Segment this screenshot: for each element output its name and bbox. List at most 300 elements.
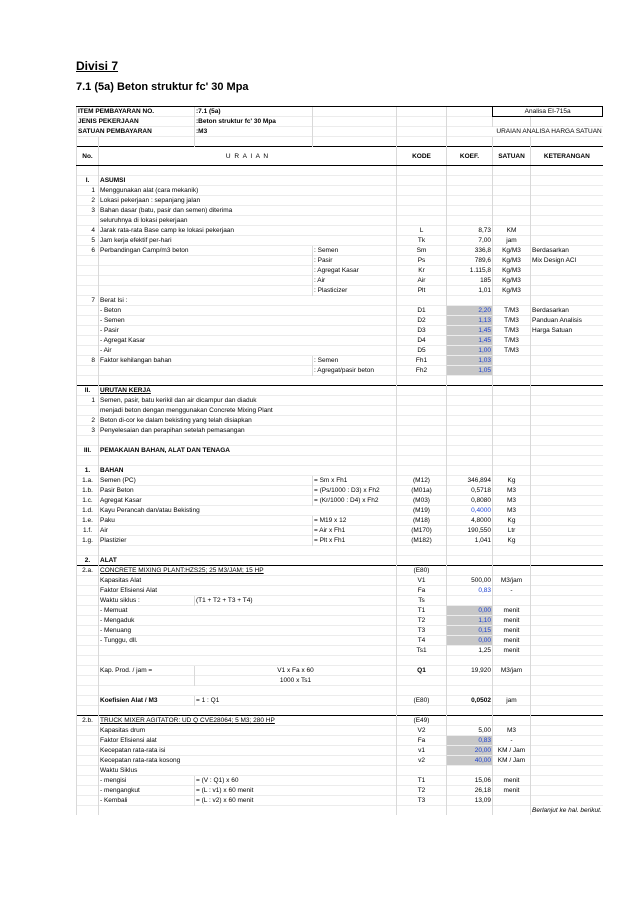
row-kode: (M170) (397, 526, 447, 536)
row-no (77, 786, 99, 796)
row-no (77, 306, 99, 316)
item-label: ITEM PEMBAYARAN NO. (77, 107, 195, 117)
row-koef (447, 406, 493, 416)
row-satuan: Kg/M3 (493, 256, 531, 266)
row-no (77, 216, 99, 226)
table-row (77, 706, 603, 716)
row-kode (397, 686, 447, 696)
table-row (77, 266, 603, 276)
row-keterangan (531, 576, 603, 586)
row-keterangan (531, 406, 603, 416)
row-kode (397, 456, 447, 466)
row-kode (397, 396, 447, 406)
row-satuan (493, 766, 531, 776)
row-no: 2 (77, 416, 99, 426)
row-keterangan (531, 446, 603, 456)
table-row (77, 436, 603, 446)
row-no (77, 616, 99, 626)
row-koef: 0,8080 (447, 496, 493, 506)
row-keterangan (531, 186, 603, 196)
row-satuan: T/M3 (493, 346, 531, 356)
row-satuan: Kg/M3 (493, 286, 531, 296)
table-row (77, 286, 603, 296)
table-row (77, 596, 603, 606)
row-koef: 1,05 (447, 366, 493, 376)
row-no (77, 456, 99, 466)
row-no: 5 (77, 236, 99, 246)
row-uraian: Kapasitas drum (99, 726, 397, 736)
row-keterangan (531, 746, 603, 756)
row-kode (397, 296, 447, 306)
row-kode: Kr (397, 266, 447, 276)
row-keterangan (531, 736, 603, 746)
row-uraian (99, 676, 195, 686)
row-satuan: M3/jam (493, 666, 531, 676)
row-keterangan (531, 466, 603, 476)
row-satuan: KM (493, 226, 531, 236)
row-koef: 0,5718 (447, 486, 493, 496)
table-row (77, 766, 603, 776)
row-kode: Tk (397, 236, 447, 246)
row-keterangan (531, 436, 603, 446)
table-row (77, 186, 603, 196)
row-no: 1.f. (77, 526, 99, 536)
row-keterangan (531, 796, 603, 806)
row-koef: 1,13 (447, 316, 493, 326)
row-koef (447, 766, 493, 776)
table-row (77, 486, 603, 496)
row-uraian: URUTAN KERJA (99, 386, 397, 396)
row-uraian: Kecepatan rata-rata kosong (99, 756, 397, 766)
row-uraian (99, 456, 397, 466)
row-uraian: Koefisien Alat / M3 (99, 696, 195, 706)
row-no (77, 646, 99, 656)
row-uraian: Semen (PC) (99, 476, 313, 486)
row-kode (397, 546, 447, 556)
row-no: 1.d. (77, 506, 99, 516)
row-no: 2. (77, 556, 99, 566)
row-no (77, 316, 99, 326)
row-no (77, 546, 99, 556)
row-uraian: Faktor Efisiensi alat (99, 736, 397, 746)
row-no: 2.a. (77, 566, 99, 576)
row-no: 1 (77, 396, 99, 406)
row-satuan: M3 (493, 496, 531, 506)
row-uraian: Bahan dasar (batu, pasir dan semen) diterima (99, 206, 397, 216)
row-keterangan: Berdasarkan (531, 246, 603, 256)
col-no: No. (77, 147, 99, 166)
row-satuan (493, 196, 531, 206)
row-kode: (M01a) (397, 486, 447, 496)
uraian-analisa-label: URAIAN ANALISA HARGA SATUAN (447, 127, 603, 137)
row-no: III. (77, 446, 99, 456)
row-kode (397, 436, 447, 446)
row-keterangan (531, 226, 603, 236)
row-kode: v2 (397, 756, 447, 766)
row-koef (447, 186, 493, 196)
row-keterangan (531, 726, 603, 736)
row-keterangan (531, 426, 603, 436)
row-kode: V2 (397, 726, 447, 736)
row-uraian: Waktu siklus : (99, 596, 195, 606)
table-row (77, 536, 603, 546)
row-no (77, 676, 99, 686)
row-koef: 20,00 (447, 746, 493, 756)
row-uraian (99, 546, 397, 556)
row-koef: 0,00 (447, 606, 493, 616)
row-uraian: - Memuat (99, 606, 397, 616)
row-uraian (99, 376, 397, 386)
row-no: 1.b. (77, 486, 99, 496)
row-keterangan (531, 776, 603, 786)
row-keterangan (531, 566, 603, 576)
row-satuan: KM / Jam (493, 746, 531, 756)
row-no: 1.a. (77, 476, 99, 486)
row-uraian (99, 276, 313, 286)
row-koef (447, 686, 493, 696)
row-kode: Ts (397, 596, 447, 606)
row-formula: = (Kr/1000 : D4) x Fh2 (313, 496, 397, 506)
row-keterangan: Berdasarkan (531, 306, 603, 316)
row-no (77, 796, 99, 806)
table-row (77, 626, 603, 636)
division-title: Divisi 7 (76, 59, 119, 73)
row-formula: = (L : v1) x 60 menit (195, 786, 397, 796)
row-formula: = (L : v2) x 60 menit (195, 796, 397, 806)
row-koef: 346,894 (447, 476, 493, 486)
row-satuan: M3/jam (493, 576, 531, 586)
row-uraian (99, 706, 397, 716)
table-row (77, 466, 603, 476)
satuan-value: :M3 (195, 127, 313, 137)
row-keterangan (531, 666, 603, 676)
row-no (77, 436, 99, 446)
row-keterangan (531, 506, 603, 516)
row-koef: 1,01 (447, 286, 493, 296)
row-kode: Ps (397, 256, 447, 266)
row-kode: T3 (397, 626, 447, 636)
row-uraian: TRUCK MIXER AGITATOR: UD Q CVE28064; 5 M3; 280 HP (99, 716, 397, 726)
row-uraian: Kayu Perancah dan/atau Bekisting (99, 506, 397, 516)
table-row (77, 746, 603, 756)
row-keterangan (531, 586, 603, 596)
row-koef: 1,25 (447, 646, 493, 656)
table-row (77, 226, 603, 236)
row-keterangan (531, 176, 603, 186)
table-row (77, 676, 603, 686)
row-kode: T1 (397, 606, 447, 616)
row-satuan: Kg (493, 516, 531, 526)
row-uraian: Waktu Siklus (99, 766, 397, 776)
table-row (77, 616, 603, 626)
row-uraian (99, 166, 397, 176)
row-formula: V1 x Fa x 60 (195, 666, 397, 676)
row-koef (447, 806, 493, 816)
row-keterangan: Panduan Analisis (531, 316, 603, 326)
row-satuan: Kg/M3 (493, 276, 531, 286)
row-no (77, 346, 99, 356)
row-keterangan (531, 366, 603, 376)
row-koef (447, 296, 493, 306)
analysis-table (76, 106, 603, 815)
row-no (77, 276, 99, 286)
row-uraian: - Air (99, 346, 397, 356)
row-uraian: Berat Isi : (99, 296, 397, 306)
row-koef (447, 706, 493, 716)
row-uraian: ASUMSI (99, 176, 397, 186)
row-no: 6 (77, 246, 99, 256)
row-keterangan (531, 206, 603, 216)
row-keterangan (531, 626, 603, 636)
row-no (77, 326, 99, 336)
row-koef: 1,03 (447, 356, 493, 366)
table-row (77, 206, 603, 216)
table-row (77, 256, 603, 266)
table-row (77, 806, 603, 816)
row-kode (397, 166, 447, 176)
row-uraian: Perbandingan Camp/m3 beton (99, 246, 313, 256)
row-koef: 190,550 (447, 526, 493, 536)
table-row (77, 406, 603, 416)
row-keterangan (531, 696, 603, 706)
row-kode: (E80) (397, 696, 447, 706)
row-no (77, 606, 99, 616)
row-koef: 1,45 (447, 336, 493, 346)
row-no: 1. (77, 466, 99, 476)
row-koef: 2,20 (447, 306, 493, 316)
row-satuan (493, 366, 531, 376)
row-formula: = M19 x 12 (313, 516, 397, 526)
row-no: 2 (77, 196, 99, 206)
row-kode: (M18) (397, 516, 447, 526)
row-koef: 336,8 (447, 246, 493, 256)
row-kode: Ts1 (397, 646, 447, 656)
row-satuan (493, 376, 531, 386)
row-keterangan (531, 686, 603, 696)
row-uraian: Plastizier (99, 536, 313, 546)
row-kode: (M19) (397, 506, 447, 516)
row-no (77, 726, 99, 736)
row-satuan: T/M3 (493, 306, 531, 316)
row-no (77, 746, 99, 756)
table-row (77, 656, 603, 666)
row-no (77, 406, 99, 416)
row-satuan (493, 706, 531, 716)
row-keterangan (531, 756, 603, 766)
row-koef: 8,73 (447, 226, 493, 236)
row-koef: 0,00 (447, 636, 493, 646)
row-keterangan (531, 496, 603, 506)
row-satuan: - (493, 736, 531, 746)
row-formula: : Semen (313, 356, 397, 366)
row-satuan: Ltr (493, 526, 531, 536)
row-keterangan (531, 456, 603, 466)
row-kode (397, 216, 447, 226)
row-uraian: BAHAN (99, 466, 397, 476)
row-koef (447, 596, 493, 606)
row-formula: = (Ps/1000 : D3) x Fh2 (313, 486, 397, 496)
row-kode (397, 556, 447, 566)
row-keterangan (531, 676, 603, 686)
row-no (77, 636, 99, 646)
col-uraian: U R A I A N (99, 147, 397, 166)
table-row (77, 316, 603, 326)
row-formula: 1000 x Ts1 (195, 676, 397, 686)
row-uraian: - Semen (99, 316, 397, 326)
row-keterangan (531, 196, 603, 206)
row-no (77, 756, 99, 766)
row-satuan (493, 546, 531, 556)
row-keterangan (531, 646, 603, 656)
row-satuan: T/M3 (493, 326, 531, 336)
row-satuan (493, 716, 531, 726)
row-keterangan: Harga Satuan (531, 326, 603, 336)
row-satuan: Kg (493, 476, 531, 486)
row-kode: V1 (397, 576, 447, 586)
row-satuan (493, 416, 531, 426)
row-satuan: menit (493, 786, 531, 796)
table-row (77, 236, 603, 246)
row-koef: 1,45 (447, 326, 493, 336)
row-keterangan (531, 296, 603, 306)
row-satuan: - (493, 586, 531, 596)
row-keterangan (531, 276, 603, 286)
row-uraian: CONCRETE MIXING PLANT:HZS25; 25 M3/JAM; 15 HP (99, 566, 397, 576)
row-formula: = Plt x Fh1 (313, 536, 397, 546)
row-no: 1.c. (77, 496, 99, 506)
row-satuan (493, 216, 531, 226)
row-kode: T1 (397, 776, 447, 786)
row-kode (397, 176, 447, 186)
row-kode (397, 206, 447, 216)
row-keterangan (531, 416, 603, 426)
table-row (77, 356, 603, 366)
row-no: 1.e. (77, 516, 99, 526)
row-koef (447, 566, 493, 576)
row-no: II. (77, 386, 99, 396)
table-row (77, 796, 603, 806)
table-row (77, 516, 603, 526)
row-koef: 185 (447, 276, 493, 286)
row-kode: (M03) (397, 496, 447, 506)
table-row (77, 726, 603, 736)
row-satuan (493, 176, 531, 186)
row-satuan: jam (493, 236, 531, 246)
table-row (77, 546, 603, 556)
row-no (77, 656, 99, 666)
row-uraian (99, 366, 313, 376)
row-no (77, 696, 99, 706)
row-uraian: - Agregat Kasar (99, 336, 397, 346)
row-koef: 1,10 (447, 616, 493, 626)
row-koef (447, 546, 493, 556)
row-keterangan (531, 266, 603, 276)
row-koef (447, 436, 493, 446)
row-uraian: Kap. Prod. / jam = (99, 666, 195, 676)
row-no (77, 736, 99, 746)
row-uraian: - Menuang (99, 626, 397, 636)
row-keterangan: Mix Design ACI (531, 256, 603, 266)
row-no (77, 766, 99, 776)
row-no: 8 (77, 356, 99, 366)
row-uraian (99, 256, 313, 266)
row-kode (397, 806, 447, 816)
row-uraian: - mengisi (99, 776, 195, 786)
row-keterangan (531, 606, 603, 616)
analysis-sheet (76, 106, 603, 815)
row-koef (447, 456, 493, 466)
row-kode: D3 (397, 326, 447, 336)
table-row (77, 756, 603, 766)
table-row (77, 416, 603, 426)
row-kode (397, 656, 447, 666)
row-satuan (493, 186, 531, 196)
row-uraian: ALAT (99, 556, 397, 566)
row-no (77, 266, 99, 276)
row-satuan (493, 166, 531, 176)
row-keterangan (531, 706, 603, 716)
table-row (77, 496, 603, 506)
row-uraian: Kecepatan rata-rata isi (99, 746, 397, 756)
row-no (77, 806, 99, 816)
row-uraian: Air (99, 526, 313, 536)
col-kode: KODE (397, 147, 447, 166)
row-formula: (T1 + T2 + T3 + T4) (195, 596, 397, 606)
row-kode (397, 196, 447, 206)
row-uraian: Lokasi pekerjaan : sepanjang jalan (99, 196, 397, 206)
row-satuan: jam (493, 696, 531, 706)
item-title: 7.1 (5a) Beton struktur fc' 30 Mpa (76, 81, 249, 93)
table-row (77, 586, 603, 596)
row-koef: 13,09 (447, 796, 493, 806)
row-satuan: Kg/M3 (493, 246, 531, 256)
row-kode: T2 (397, 616, 447, 626)
row-satuan (493, 296, 531, 306)
row-satuan (493, 386, 531, 396)
row-kode (397, 676, 447, 686)
table-row (77, 386, 603, 396)
row-kode: v1 (397, 746, 447, 756)
row-no (77, 626, 99, 636)
row-kode: Fh2 (397, 366, 447, 376)
row-satuan (493, 556, 531, 566)
row-kode: T2 (397, 786, 447, 796)
table-row (77, 426, 603, 436)
row-koef (447, 206, 493, 216)
jenis-label: JENIS PEKERJAAN (77, 117, 195, 127)
row-uraian: - Beton (99, 306, 397, 316)
row-keterangan (531, 166, 603, 176)
row-uraian (99, 266, 313, 276)
row-formula: : Pasir (313, 256, 397, 266)
row-kode: Air (397, 276, 447, 286)
row-satuan (493, 206, 531, 216)
table-row (77, 446, 603, 456)
row-no: 3 (77, 206, 99, 216)
row-keterangan (531, 636, 603, 646)
row-satuan (493, 796, 531, 806)
row-uraian: Agregat Kasar (99, 496, 313, 506)
row-satuan: T/M3 (493, 316, 531, 326)
row-keterangan (531, 386, 603, 396)
row-satuan (493, 426, 531, 436)
row-satuan: M3 (493, 486, 531, 496)
row-formula: : Agregat/pasir beton (313, 366, 397, 376)
table-row (77, 666, 603, 676)
table-row (77, 716, 603, 726)
table-row (77, 736, 603, 746)
row-no (77, 666, 99, 676)
